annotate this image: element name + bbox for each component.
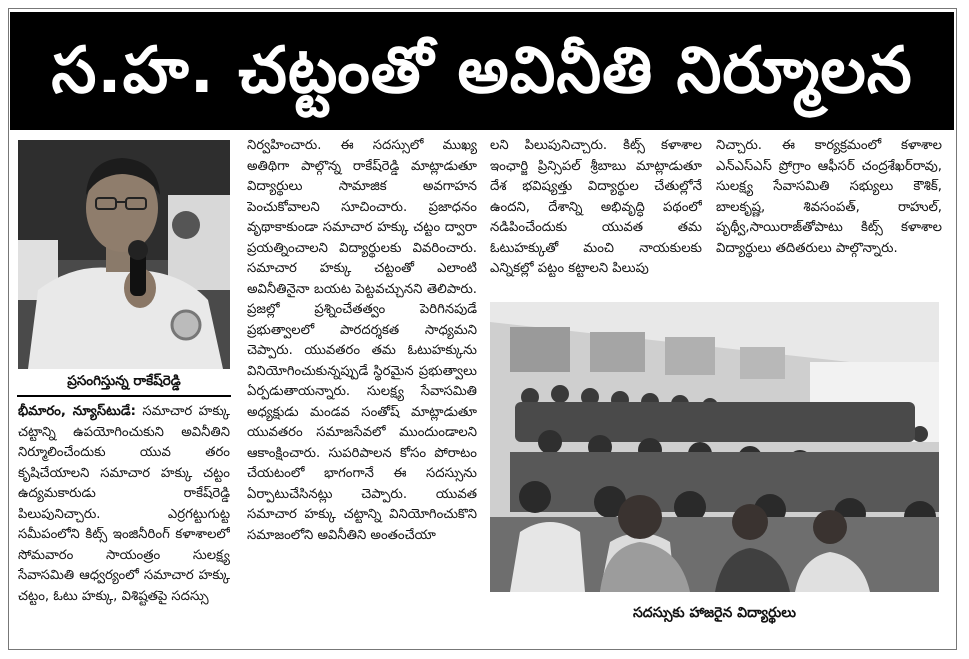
column-3-text: లని పిలుపునిచ్చారు. కిట్స్ కళాశాల ఇంఛార్జి ప్రిన్సిపల్ శ్రీబాబు మాట్లాడుతూ దేశ భవిష్యత్తు విద్యార్థుల చేతుల్లోనే ఉందని, దేశాన్ని అభివృద్ధి పథంలో నడిపించేందుకు యువత తమ ఓటుహక్కుతో మంచి నాయకులకు ఎన్నికల్లో పట్టం కట్టాలని పిలుపు (490, 138, 702, 276)
divider-rule (17, 395, 231, 397)
column-2-text: నిర్వహించారు. ఈ సదస్సులో ముఖ్య అతిథిగా పాల్గొన్న రాకేష్‌రెడ్డి మాట్లాడుతూ విద్యార్థులు సామాజిక అవగాహన పెంచుకోవాలని సూచించారు. ప్రజాధనం వృథాకాకుండా సమాచార హక్కు చట్టం ద్వారా ప్రయత్నించాలని విద్యార్థులకు వివరించారు. సమాచార హక్కు చట్టంతో ఎలాంటి అవినీతినైనా బయట పెట్టవచ్చునని తెలిపారు. ప్రజల్లో ప్రశ్నించేతత్వం పెరిగినపుడే ప్రభుత్వాలలో పారదర్శకత సాధ్యమని చెప్పారు. యువతరం తమ ఓటుహక్కును వినియోగించుకున్నప్పుడే స్థిరమైన ప్రభుత్వాలు ఏర్పడుతాయన్నారు. సులక్ష్య సేవాసమితి అధ్యక్షుడు మండవ సంతోష్ మాట్లాడుతూ యువతరం సమాజసేవలో ముందుండాలని ఆకాంక్షించారు. సుపరిపాలన కోసం పోరాటం చేయటంలో భాగంగానే ఈ సదస్సును ఏర్పాటుచేసినట్లు చెప్పారు. యువత సమాచార హక్కు చట్టాన్ని వినియోగించుకొని సమాజంలోని అవినీతిని అంతంచేయా (247, 138, 477, 543)
article-column-1 (18, 402, 230, 637)
speaker-photo-caption: ప్రసంగిస్తున్న రాకేష్‌రెడ్డి (67, 373, 181, 389)
speaker-photo-illustration (18, 140, 230, 369)
headline: స.హ. చట్టంతో అవినీతి నిర్మూలన (10, 12, 954, 130)
article-column-4 (716, 136, 942, 286)
column-4-text: నిచ్చారు. ఈ కార్యక్రమంలో కళాశాల ఎన్ఎస్ఎస్ ప్రోగ్రాం ఆఫీసర్ చంద్రశేఖర్‌రావు, సులక్ష్య సేవాసమితి సభ్యులు కౌశిక్, బాలకృష్ణ, శివసంపత్, రాహుల్, పృథ్వీ,సాయిరాజ్‌తోపాటు కిట్స్ కళాశాల విద్యార్థులు తదితరులు పాల్గొన్నారు. (716, 138, 942, 256)
audience-photo-caption: సదస్సుకు హాజరైన విద్యార్థులు (632, 605, 797, 621)
speaker-photo (18, 140, 230, 369)
article-column-3 (490, 136, 702, 286)
audience-photo (490, 302, 939, 592)
dateline: భీమారం, న్యూస్‌టుడే: (18, 404, 136, 419)
audience-photo-illustration (490, 302, 939, 592)
article-column-2 (247, 136, 477, 636)
column-1-text: సమాచార హక్కు చట్టాన్ని ఉపయోగించుకుని అవినీతిని నిర్మూలించేందుకు యువ తరం కృషిచేయాలని సమాచార హక్కు చట్టం ఉద్యమకారుడు రాకేష్‌రెడ్డి పిలుపునిచ్చారు. ఎర్రగట్టుగుట్ట సమీపంలోని కిట్స్ ఇంజినీరింగ్ కళాశాలలో సోమవారం సాయంత్రం సులక్ష్య సేవాసమితి ఆధ్వర్యంలో సమాచార హక్కు చట్టం, ఓటు హక్కు, విశిష్టతపై సదస్సు (18, 404, 230, 604)
